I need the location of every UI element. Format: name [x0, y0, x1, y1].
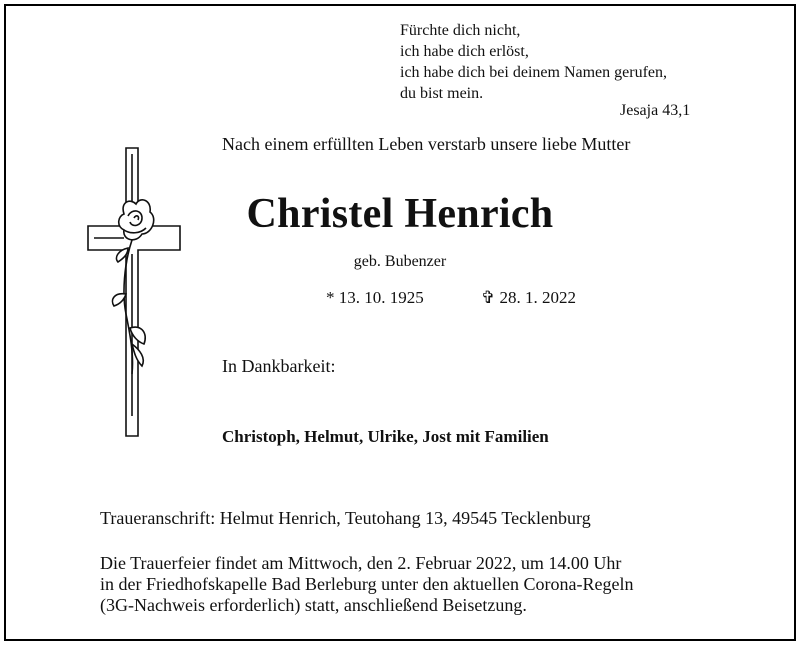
deceased-name: Christel Henrich [246, 191, 554, 237]
verse-reference: Jesaja 43,1 [620, 102, 691, 119]
funeral-service-info [100, 553, 634, 616]
bible-verse [400, 20, 667, 104]
service-line: in der Friedhofskapelle Bad Berleburg unter den aktuellen Corona-Regeln [100, 574, 634, 594]
verse-line: ich habe dich bei deinem Namen gerufen, [400, 64, 667, 81]
service-line: Die Trauerfeier findet am Mittwoch, den 2. Februar 2022, um 14.00 Uhr [100, 553, 622, 573]
thanks-text: In Dankbarkeit: [222, 356, 336, 376]
birth-date: * 13. 10. 1925 [326, 288, 424, 307]
verse-line: du bist mein. [400, 85, 484, 102]
family-names: Christoph, Helmut, Ulrike, Jost mit Familien [222, 427, 549, 446]
maiden-name: geb. Bubenzer [353, 253, 447, 270]
service-line: (3G-Nachweis erforderlich) statt, anschließend Beisetzung. [100, 595, 527, 615]
verse-line: ich habe dich erlöst, [400, 43, 529, 60]
mourning-address: Traueranschrift: Helmut Henrich, Teutohang 13, 49545 Tecklenburg [100, 508, 591, 528]
verse-line: Fürchte dich nicht, [400, 22, 521, 39]
death-date: ✞ 28. 1. 2022 [481, 288, 576, 307]
intro-text: Nach einem erfüllten Leben verstarb unsere liebe Mutter [222, 134, 631, 154]
